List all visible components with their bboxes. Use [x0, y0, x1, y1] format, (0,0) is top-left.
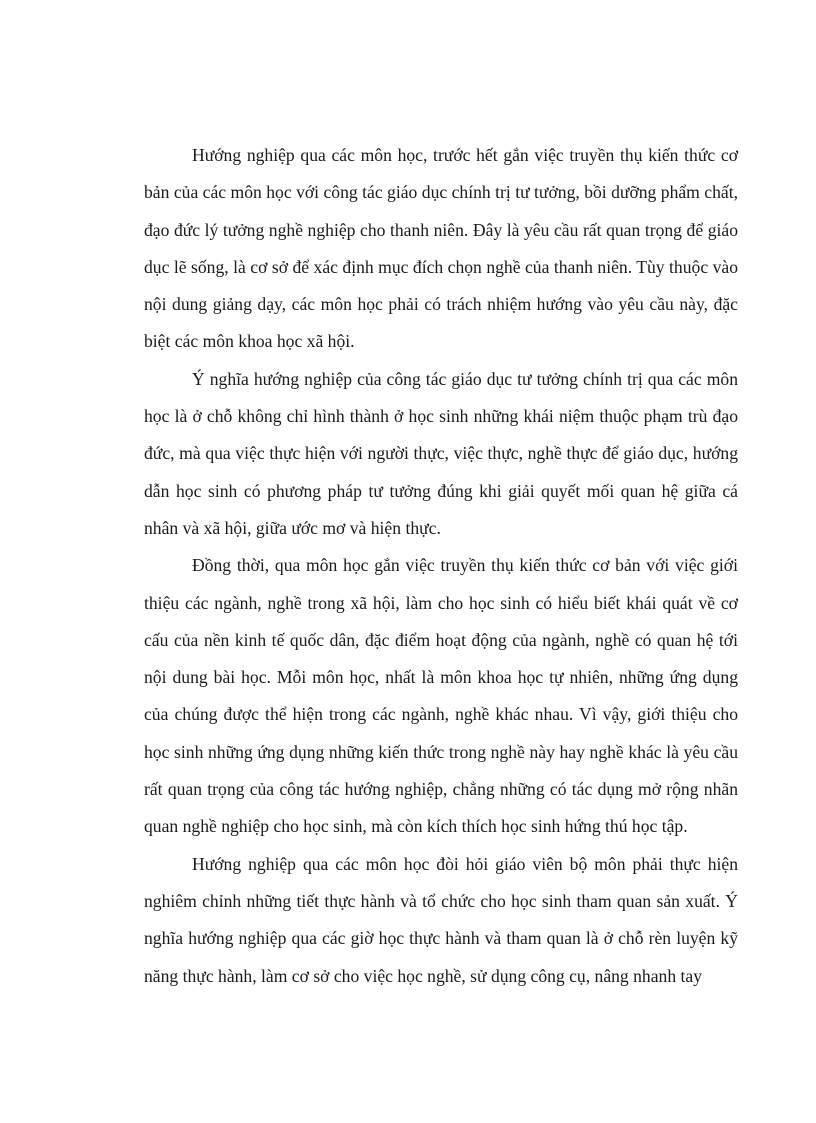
- body-paragraph-2: Ý nghĩa hướng nghiệp của công tác giáo dục tư tưởng chính trị qua các môn học là ở chỗ không chỉ hình thành ở học sinh những khái niệm thuộc phạm trù đạo đức, mà qua việc thực hiện với người thực, việc thực, nghề thực để giáo dục, hướng dẫn học sinh có phương pháp tư tưởng đúng khi giải quyết mối quan hệ giữa cá nhân và xã hội, giữa ước mơ và hiện thực.: [144, 368, 738, 538]
- body-paragraph-4: Hướng nghiệp qua các môn học đòi hỏi giáo viên bộ môn phải thực hiện nghiêm chỉnh những tiết thực hành và tổ chức cho học sinh tham quan sản xuất. Ý nghĩa hướng nghiệp qua các giờ học thực hành và tham quan là ở chỗ rèn luyện kỹ năng thực hành, làm cơ sở cho việc học nghề, sử dụng công cụ, nâng nhanh tay: [144, 853, 738, 986]
- body-paragraph-1: Hướng nghiệp qua các môn học, trước hết gắn việc truyền thụ kiến thức cơ bản của các môn học với công tác giáo dục chính trị tư tưởng, bồi dưỡng phẩm chất, đạo đức lý tưởng nghề nghiệp cho thanh niên. Đây là yêu cầu rất quan trọng để giáo dục lẽ sống, là cơ sở để xác định mục đích chọn nghề của thanh niên. Tùy thuộc vào nội dung giảng dạy, các môn học phải có trách nhiệm hướng vào yêu cầu này, đặc biệt các môn khoa học xã hội.: [144, 145, 738, 352]
- body-paragraph-3: Đồng thời, qua môn học gắn việc truyền thụ kiến thức cơ bản với việc giới thiệu các ngành, nghề trong xã hội, làm cho học sinh có hiểu biết khái quát về cơ cấu của nền kinh tế quốc dân, đặc điểm hoạt động của ngành, nghề có quan hệ tới nội dung bài học. Mỗi môn học, nhất là môn khoa học tự nhiên, những ứng dụng của chúng được thể hiện trong các ngành, nghề khác nhau. Vì vậy, giới thiệu cho học sinh những ứng dụng những kiến thức trong nghề này hay nghề khác là yêu cầu rất quan trọng của công tác hướng nghiệp, chẳng những có tác dụng mở rộng nhãn quan nghề nghiệp cho học sinh, mà còn kích thích học sinh hứng thú học tập.: [144, 555, 738, 837]
- document-page: [144, 137, 738, 995]
